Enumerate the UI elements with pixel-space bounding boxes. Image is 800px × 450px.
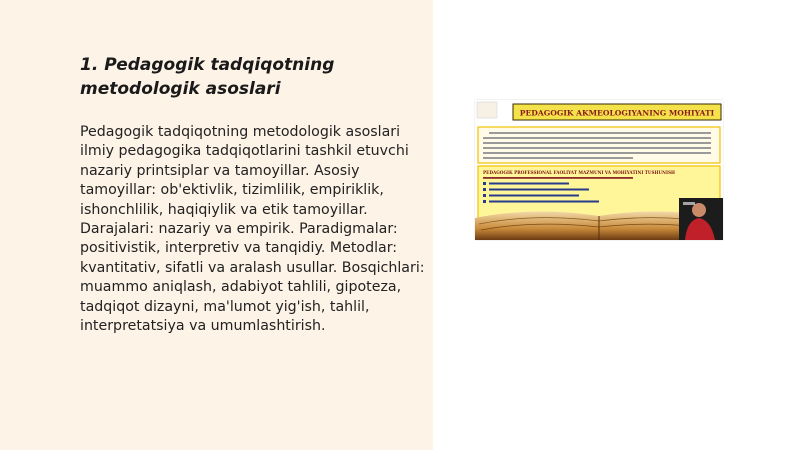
slide-box-2-heading: PEDAGOGIK PROFESSIONAL FAOLIYAT MAZMUNI VA MOHIYATINI TUSHUNISH	[483, 170, 675, 175]
slide-banner-text: PEDAGOGIK AKMEOLOGIYANING MOHIYATI	[519, 108, 715, 118]
slide-box-1	[478, 127, 720, 163]
slide-title-line-1: 1. Pedagogik tadqiqotning	[80, 55, 335, 75]
slide-title	[80, 53, 410, 101]
body-paragraph: Pedagogik tadqiqotning metodologik asoslari ilmiy pedagogika tadqiqotlarini tashkil etuvchi nazariy printsiplar va tamoyillar. Asosiy tamoyillar: ob'ektivlik, tizimlilik, empiriklik, ishonchlilik, haqiqiylik va etik tamoyillar. Darajalari: nazariy va empirik. Paradigmalar: positivistik, interpretiv va tanqidiy. Metodlar: kvantitativ, sifatli va aralash usullar. Bosqichlari: muammo aniqlash, adabiyot tahlili, gipoteza, tadqiqot dizayni, ma'lumot yig'ish, tahlil, interpretatsiya va umumlashtirish.	[80, 124, 425, 335]
slide-title-line-2: metodologik asoslari	[80, 79, 281, 99]
presenter-avatar	[679, 198, 723, 240]
slide-banner	[513, 104, 721, 120]
embedded-slide-image	[475, 100, 723, 240]
